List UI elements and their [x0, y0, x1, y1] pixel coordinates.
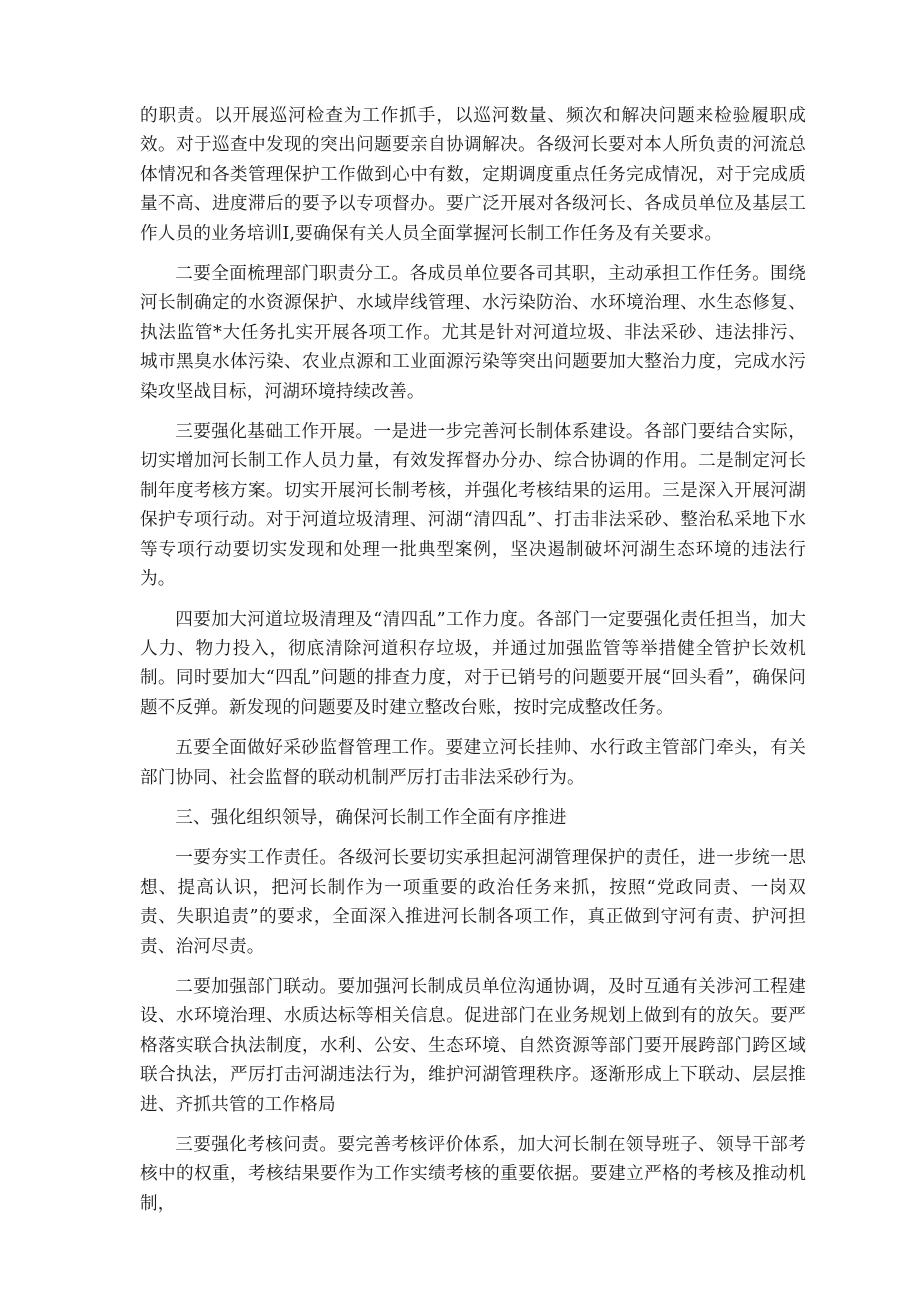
paragraph-responsibility: 一要夯实工作责任。各级河长要切实承担起河湖管理保护的责任，进一步统一思想、提高认识，把河长制作为一项重要的政治任务来抓，按照“党政同责、一岗双责、失职追责”的要求，全面深入推进河长制各项工作，真正做到守河有责、护河担责、治河尽责。 [140, 848, 806, 957]
paragraph-division-of-responsibilities: 二要全面梳理部门职责分工。各成员单位要各司其职，主动承担工作任务。围绕河长制确定的水资源保护、水域岸线管理、水污染防治、水环境治理、水生态修复、执法监管*大任务扎实开展各项工作。尤其是针对河道垃圾、非法采砂、违法排污、城市黑臭水体污染、农业点源和工业面源污染等突出问题要加大整治力度，完成水污染攻坚战目标，河湖环境持续改善。 [140, 264, 806, 402]
paragraph-duties-continuation: 的职责。以开展巡河检查为工作抓手，以巡河数量、频次和解决问题来检验履职成效。对于巡查中发现的突出问题要亲自协调解决。各级河长要对本人所负责的河流总体情况和各类管理保护工作做到心中有数，定期调度重点任务完成情况，对于完成质量不高、进度滞后的要予以专项督办。要广泛开展对各级河长、各成员单位及基层工作人员的业务培训Ⅰ,要确保有关人员全面掌握河长制工作任务及有关要求。 [140, 106, 806, 244]
paragraph-assessment-accountability: 三要强化考核问责。要完善考核评价体系，加大河长制在领导班子、领导干部考核中的权重，考核结果要作为工作实绩考核的重要依据。要建立严格的考核及推动机制， [140, 1135, 806, 1214]
section-heading-organization: 三、强化组织领导，确保河长制工作全面有序推进 [175, 807, 567, 828]
paragraph-department-coordination: 二要加强部门联动。要加强河长制成员单位沟通协调，及时互通有关涉河工程建设、水环境治理、水质达标等相关信息。促进部门在业务规划上做到有的放矢。要严格落实联合执法制度，水利、公安、生态环境、自然资源等部门要开展跨部门跨区域联合执法，严厉打击河湖违法行为，维护河湖管理秩序。逐渐形成上下联动、层层推进、齐抓共管的工作格局 [140, 976, 806, 1115]
paragraph-sand-mining: 五要全面做好采砂监督管理工作。要建立河长挂帅、水行政主管部门牵头，有关部门协同、社会监督的联动机制严厉打击非法采砂行为。 [140, 738, 806, 788]
paragraph-basic-work: 三要强化基础工作开展。一是进一步完善河长制体系建设。各部门要结合实际，切实增加河长制工作人员力量，有效发挥督办分办、综合协调的作用。二是制定河长制年度考核方案。切实开展河长制考核，并强化考核结果的运用。三是深入开展河湖保护专项行动。对于河道垃圾清理、河湖“清四乱”、打击非法采砂、整治私采地下水等专项行动要切实发现和处理一批典型案例，坚决遏制破坏河湖生态环境的违法行为。 [140, 422, 806, 590]
paragraph-garbage-cleanup: 四要加大河道垃圾清理及“清四乱”工作力度。各部门一定要强化责任担当，加大人力、物力投入，彻底清除河道积存垃圾，并通过加强监管等举措健全管护长效机制。同时要加大“四乱”问题的排查力度，对于已销号的问题要开展“回头看”，确保问题不反弹。新发现的问题要及时建立整改台账，按时完成整改任务。 [140, 609, 806, 718]
